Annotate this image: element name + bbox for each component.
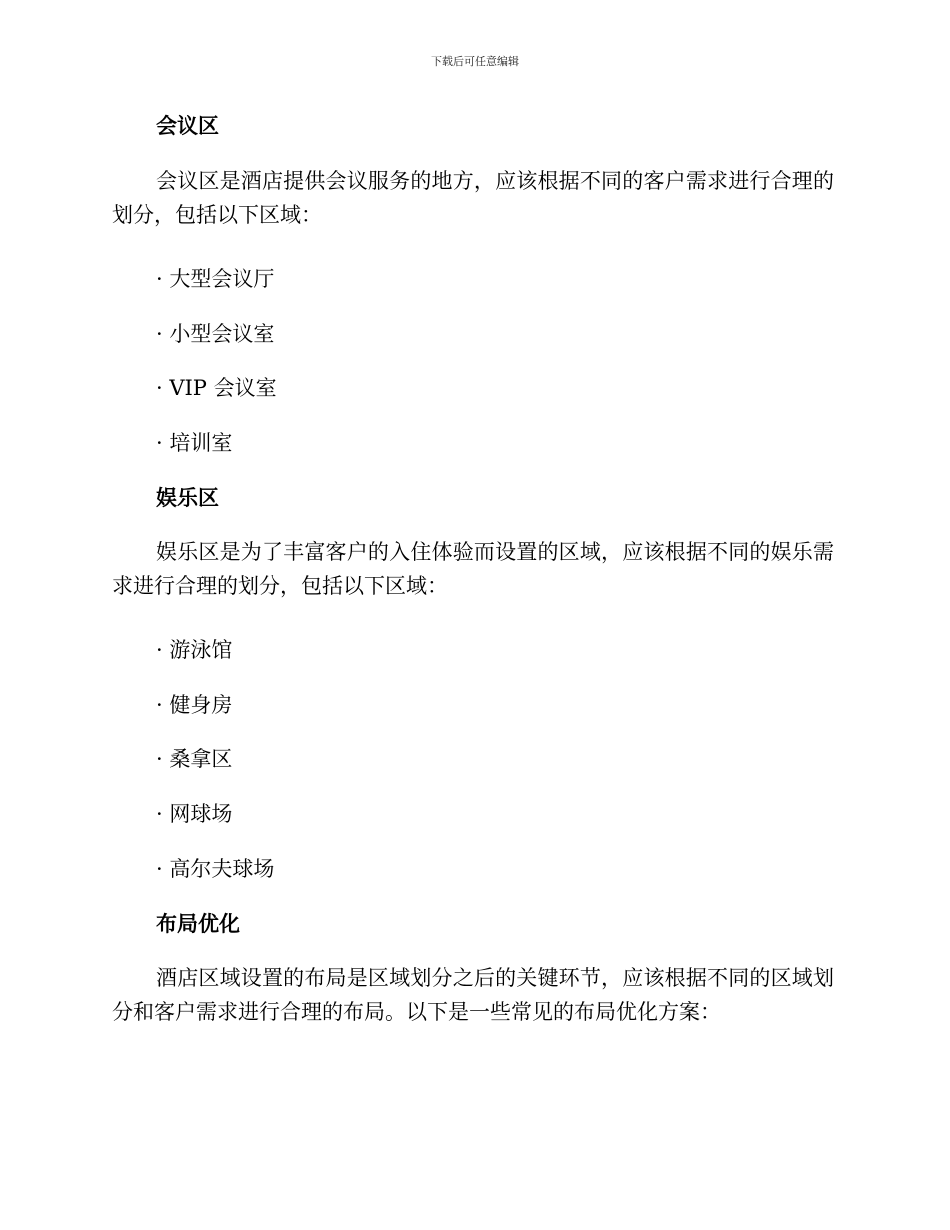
list-item: · 小型会议室 [156, 322, 275, 346]
list-item: · 高尔夫球场 [156, 857, 275, 881]
list-item: · 健身房 [156, 693, 233, 717]
section-paragraph-meeting: 会议区是酒店提供会议服务的地方，应该根据不同的客户需求进行合理的划分，包括以下区域： [112, 169, 834, 227]
section-paragraph-entertainment: 娱乐区是为了丰富客户的入住体验而设置的区域，应该根据不同的娱乐需求进行合理的划分，包括以下区域： [112, 540, 834, 598]
list-item: · 桑拿区 [156, 747, 233, 771]
header-note: 下载后可任意编辑 [431, 55, 519, 68]
section-paragraph-layout: 酒店区域设置的布局是区域划分之后的关键环节，应该根据不同的区域划分和客户需求进行合理的布局。以下是一些常见的布局优化方案： [112, 966, 834, 1024]
list-item: · 大型会议厅 [156, 267, 275, 291]
list-item: · 网球场 [156, 802, 233, 826]
list-item: · VIP 会议室 [156, 376, 277, 400]
section-heading-entertainment: 娱乐区 [156, 486, 219, 510]
section-heading-meeting: 会议区 [156, 114, 219, 138]
section-heading-layout: 布局优化 [156, 912, 240, 936]
list-item: · 游泳馆 [156, 638, 233, 662]
list-item: · 培训室 [156, 431, 233, 455]
